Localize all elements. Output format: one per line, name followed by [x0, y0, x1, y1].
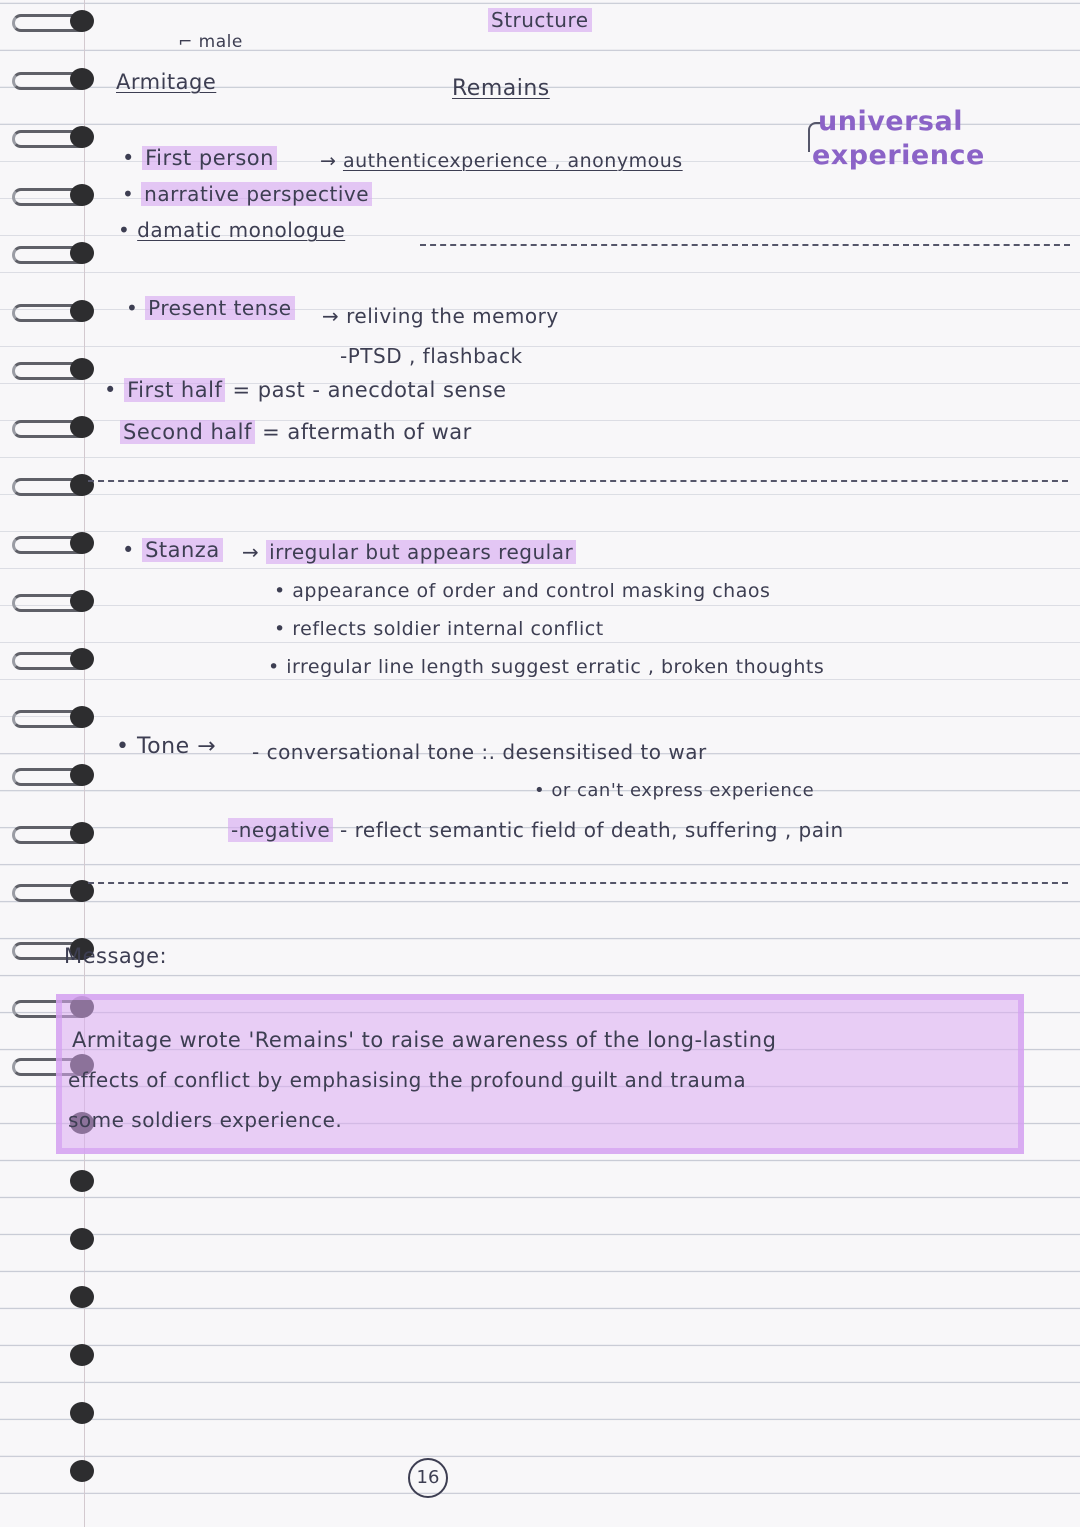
binding-ring — [4, 298, 96, 324]
binding-hole — [70, 1460, 94, 1482]
narrative-perspective-text: narrative perspective — [141, 182, 372, 206]
binding-hole — [70, 532, 94, 554]
binding-hole — [70, 300, 94, 322]
binding-hole — [70, 10, 94, 32]
binding-ring — [4, 356, 96, 382]
binding-ring — [4, 646, 96, 672]
poem-title: Remains — [452, 76, 550, 101]
first-half-label: First half — [124, 378, 225, 402]
stanza-point-2-text: reflects soldier internal conflict — [292, 618, 604, 640]
divider-1 — [420, 244, 1070, 246]
universal-note: universal — [818, 106, 963, 137]
stanza-main: → irregular but appears regular — [242, 540, 576, 564]
binding-ring — [4, 820, 96, 846]
binding-hole — [70, 68, 94, 90]
binding-ring — [4, 1284, 96, 1310]
binding-hole — [70, 242, 94, 264]
binding-ring — [4, 878, 96, 904]
stanza-point-1-text: appearance of order and control masking chaos — [292, 580, 771, 602]
binding-hole — [70, 706, 94, 728]
stanza-point-1: • appearance of order and control masking chaos — [274, 580, 771, 602]
page-number: 16 — [408, 1458, 448, 1498]
bullet-first-person: • First person — [122, 146, 277, 170]
section-heading: Structure — [488, 8, 592, 32]
binding-ring — [4, 472, 96, 498]
perspective-note-text: authenticexperience , anonymous — [342, 150, 683, 172]
author-name: Armitage — [116, 70, 217, 94]
binding-hole — [70, 184, 94, 206]
binding-hole — [70, 358, 94, 380]
message-line-2: effects of conflict by emphasising the profound guilt and trauma — [68, 1068, 747, 1092]
binding-ring — [4, 124, 96, 150]
stanza-main-text: irregular but appears regular — [266, 540, 576, 564]
stanza-label: Stanza — [142, 538, 223, 562]
bullet-tone: • Tone → — [116, 734, 217, 759]
binding-hole — [70, 1402, 94, 1424]
male-note: ⌐ male — [178, 32, 243, 52]
tone-line-3-text: - reflect semantic field of death, suffering , pain — [340, 818, 844, 842]
dramatic-monologue-text: damatic monologue — [137, 218, 346, 242]
binding-ring — [4, 1168, 96, 1194]
binding-hole — [70, 764, 94, 786]
stanza-point-2: • reflects soldier internal conflict — [274, 618, 604, 640]
experience-note: experience — [812, 140, 985, 171]
binding-ring — [4, 1226, 96, 1252]
perspective-arrow-note: → authenticexperience , anonymous — [320, 150, 683, 172]
male-note-text: male — [198, 32, 243, 52]
binding-ring — [4, 1400, 96, 1426]
tone-line-2-text: or can't express experience — [551, 780, 815, 801]
binding-hole — [70, 1170, 94, 1192]
tone-negative-label: -negative — [228, 818, 333, 842]
bullet-present-tense: • Present tense — [126, 296, 295, 320]
binding-hole — [70, 1344, 94, 1366]
present-tense-text: Present tense — [145, 296, 294, 320]
spiral-binding — [0, 0, 100, 1527]
first-person-text: First person — [142, 146, 277, 170]
binding-ring — [4, 182, 96, 208]
binding-hole — [70, 416, 94, 438]
binding-ring — [4, 414, 96, 440]
bullet-dramatic-monologue: • damatic monologue — [118, 218, 346, 242]
binding-hole — [70, 474, 94, 496]
bullet-narrative-perspective: • narrative perspective — [122, 182, 372, 206]
binding-ring — [4, 1342, 96, 1368]
binding-ring — [4, 8, 96, 34]
binding-hole — [70, 822, 94, 844]
tense-note-1: → reliving the memory — [322, 304, 559, 328]
message-line-3: some soldiers experience. — [68, 1108, 343, 1132]
stanza-point-3-text: irregular line length suggest erratic , broken thoughts — [286, 656, 825, 678]
second-half-label: Second half — [120, 420, 255, 444]
binding-ring — [4, 762, 96, 788]
binding-ring — [4, 66, 96, 92]
bullet-stanza: • Stanza — [122, 538, 223, 562]
message-line-1: Armitage wrote 'Remains' to raise awareness of the long-lasting — [72, 1028, 777, 1052]
tone-label: Tone — [136, 734, 190, 759]
binding-hole — [70, 126, 94, 148]
message-label: Message: — [64, 944, 168, 968]
second-half-line — [120, 420, 472, 444]
second-half-value: = aftermath of war — [262, 420, 472, 444]
binding-hole — [70, 648, 94, 670]
binding-ring — [4, 530, 96, 556]
first-half-value: = past - anecdotal sense — [232, 378, 507, 402]
divider-3 — [88, 882, 1068, 884]
binding-ring — [4, 704, 96, 730]
tone-line-3 — [228, 818, 844, 842]
divider-2 — [88, 480, 1068, 482]
tense-note-1-text: reliving the memory — [346, 304, 559, 328]
binding-hole — [70, 1286, 94, 1308]
tone-line-2: • or can't express experience — [534, 780, 815, 801]
tone-line-1: - conversational tone :. desensitised to war — [252, 740, 707, 764]
tense-note-2: -PTSD , flashback — [340, 344, 523, 368]
stanza-point-3: • irregular line length suggest erratic , broken thoughts — [268, 656, 825, 678]
binding-hole — [70, 1228, 94, 1250]
binding-ring — [4, 240, 96, 266]
bullet-first-half: • First half = past - anecdotal sense — [104, 378, 507, 402]
binding-ring — [4, 1458, 96, 1484]
binding-hole — [70, 590, 94, 612]
binding-ring — [4, 588, 96, 614]
